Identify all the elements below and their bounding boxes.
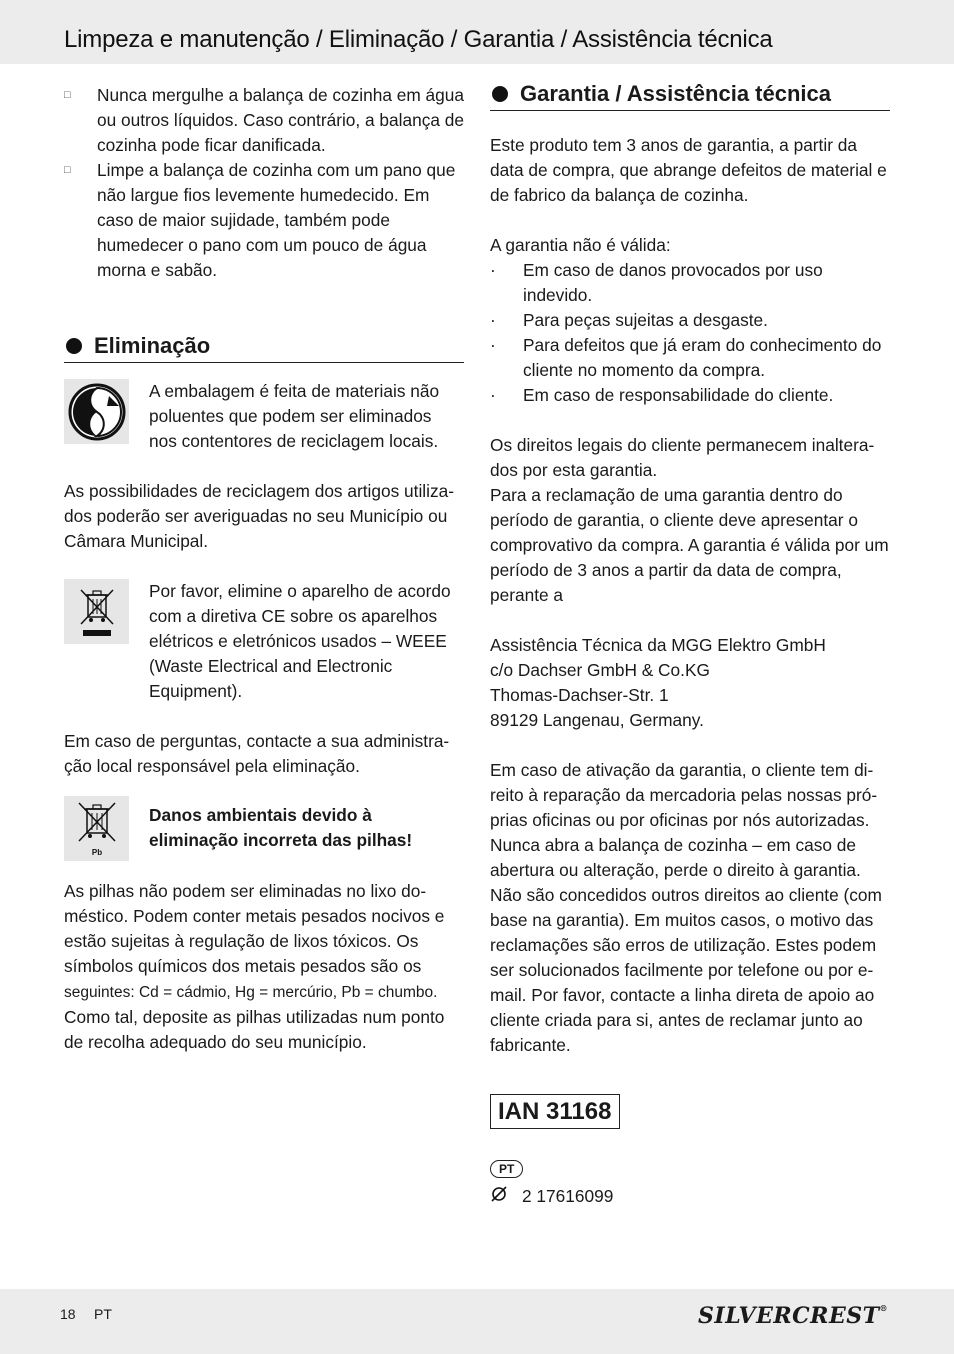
list-item: · Para defeitos que já eram do conhecimento do cliente no momento da compra. xyxy=(490,335,882,380)
legal-rights-text: Os direitos legais do cliente permanecem inaltera-dos por esta garantia. xyxy=(490,435,875,480)
not-valid-list xyxy=(490,258,890,408)
address-line: c/o Dachser GmbH & Co.KG xyxy=(490,660,710,680)
packaging-text: A embalagem é feita de materiais não poluentes que podem ser eliminados nos contentores de reciclagem locais. xyxy=(149,381,440,451)
battery-warning-row xyxy=(64,796,464,861)
activation-text: Em caso de ativação da garantia, o cliente tem di-reito à reparação da mercadoria pelas nossas pró-prias oficinas ou por oficinas por nós autorizadas. Nunca abra a balança de cozinha – em caso de abertura ou alteração, perde o direito à garantia. Não são concedidos outros direitos ao cliente (com base na garantia). Em muitos casos, o motivo das reclamações são erros de utilização. Estes podem ser solucionados facilmente por telefone ou por e-mail. Por favor, contacte a linha direta de apoio ao cliente criada para si, antes de reclamar junto ao fabricante. xyxy=(490,760,882,1055)
page-language: PT xyxy=(94,1306,112,1322)
brand-logo: SILVERCREST® xyxy=(698,1303,888,1329)
questions-text: Em caso de perguntas, contacte a sua administra-ção local responsável pela eliminação. xyxy=(64,731,450,776)
warranty-heading: Garantia / Assistência técnica xyxy=(490,80,890,111)
right-column xyxy=(490,80,890,1209)
battery-crossed-bin-icon xyxy=(64,796,129,861)
page-number: 18 xyxy=(60,1306,76,1322)
battery-icon-label: Pb xyxy=(91,847,102,857)
page-title: Limpeza e manutenção / Eliminação / Garantia / Assistência técnica xyxy=(64,26,773,53)
packaging-row xyxy=(64,379,464,454)
checkbox-bullet-icon: □ xyxy=(64,164,71,176)
list-item: □ Nunca mergulhe a balança de cozinha em água ou outros líquidos. Caso contrário, a balança de cozinha pode ficar danificada. xyxy=(64,85,464,155)
address-line: Assistência Técnica da MGG Elektro GmbH xyxy=(490,635,826,655)
cleaning-list xyxy=(64,83,464,283)
claim-text: Para a reclamação de uma garantia dentro do período de garantia, o cliente deve apresentar o comprovativo da compra. A garantia é válida por um período de 3 anos a partir da data de compra, perante a xyxy=(490,485,889,605)
disposal-heading: Eliminação xyxy=(64,332,464,363)
weee-crossed-bin-icon xyxy=(64,579,129,644)
checkbox-bullet-icon: □ xyxy=(64,89,71,101)
weee-row xyxy=(64,579,464,704)
battery-text: As pilhas não podem ser eliminadas no lixo do-méstico. Podem conter metais pesados nocivos e estão sujeitas à regulação de lixos tóxicos. Os símbolos químicos dos metais pesados são os seguintes: Cd = cádmio, Hg = mercúrio, Pb = chumbo. Como tal, deposite as pilhas utilizadas num ponto de recolha adequado do seu município. xyxy=(64,881,445,1052)
left-column xyxy=(64,83,464,1055)
address-line: 89129 Langenau, Germany. xyxy=(490,710,704,730)
weee-text: Por favor, elimine o aparelho de acordo com a diretiva CE sobre os aparelhos elétricos e eletrónicos usados – WEEE (Waste Electrical and Electronic Equipment). xyxy=(149,581,451,701)
service-address xyxy=(490,633,890,733)
list-item: · Em caso de danos provocados por uso indevido. xyxy=(490,260,823,305)
bullet-dot-icon xyxy=(66,338,82,354)
list-item: · Em caso de responsabilidade do cliente. xyxy=(490,385,834,405)
recycling-text: As possibilidades de reciclagem dos artigos utiliza-dos poderão ser averiguadas no seu Município ou Câmara Municipal. xyxy=(64,481,454,551)
warranty-intro: Este produto tem 3 anos de garantia, a partir da data de compra, que abrange defeitos de material e de fabrico da balança de cozinha. xyxy=(490,135,887,205)
green-dot-recycling-icon xyxy=(64,379,129,444)
list-item: · Para peças sujeitas a desgaste. xyxy=(490,310,768,330)
phone-row xyxy=(490,1184,890,1209)
address-line: Thomas-Dachser-Str. 1 xyxy=(490,685,669,705)
country-badge: PT xyxy=(490,1160,523,1178)
ian-number: IAN 31168 xyxy=(490,1094,620,1129)
bullet-dot-icon xyxy=(492,86,508,102)
not-valid-label: A garantia não é válida: xyxy=(490,235,671,255)
battery-warning-text: Danos ambientais devido à eliminação incorreta das pilhas! xyxy=(149,805,413,850)
list-item: □ Limpe a balança de cozinha com um pano que não largue fios levemente humedecido. Em caso de maior sujidade, também pode humedecer o pano com um pouco de água morna e sabão. xyxy=(64,160,456,280)
phone-number: 2 17616099 xyxy=(522,1186,614,1206)
phone-icon xyxy=(490,1184,508,1209)
